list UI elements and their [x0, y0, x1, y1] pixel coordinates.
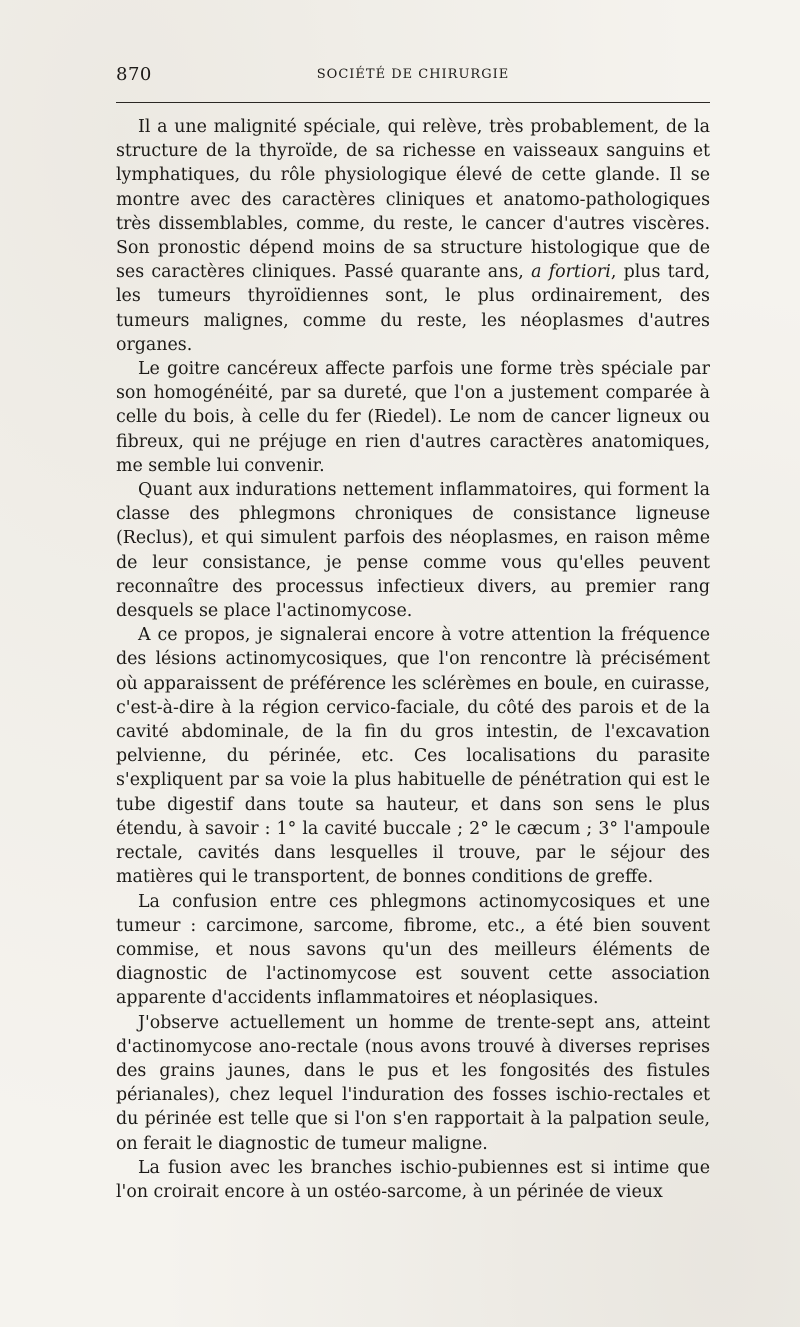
paragraph: La fusion avec les branches ischio-pubiennes est si intime que l'on croirait encore à un ostéo-sarcome, à un périnée de vieux: [116, 1157, 710, 1202]
paragraph: Quant aux indurations nettement inflammatoires, qui forment la classe des phlegmons chroniques de consistance ligneuse (Reclus), et qui simulent parfois des néoplasmes, en raison même de leur consistance, je pense comme vous qu'elles peuvent reconnaître des processus infectieux divers, au premier rang desquels se place l'actinomycose.: [116, 480, 710, 622]
page-header: [116, 64, 710, 94]
paragraph: A ce propos, je signalerai encore à votre attention la fréquence des lésions actinomycosiques, que l'on rencontre là précisément où apparaissent de préférence les sclérèmes en boule, en cuirasse, c'est-à-dire à la région cervico-faciale, du côté des parois et de la cavité abdominale, de la fin du gros intestin, de l'excavation pelvienne, du périnée, etc. Ces localisations du parasite s'expliquent par sa voie la plus habituelle de pénétration qui est le tube digestif dans toute sa hauteur, et dans son sens le plus étendu, à savoir : 1° la cavité buccale ; 2° le cæcum ; 3° l'ampoule rectale, cavités dans lesquelles il trouve, par le séjour des matières qui le transportent, de bonnes conditions de greffe.: [116, 625, 710, 888]
italic-phrase: a fortiori: [531, 262, 611, 283]
paragraph: J'observe actuellement un homme de trente-sept ans, atteint d'actinomycose ano-rectale (nous avons trouvé à diverses reprises des grains jaunes, dans le pus et les fongosités des fistules périanales), chez lequel l'induration des fosses ischio-rectales et du périnée est telle que si l'on s'en rapportait à la palpation seule, on ferait le diagnostic de tumeur maligne.: [116, 1012, 710, 1154]
paragraph: Le goitre cancéreux affecte parfois une forme très spéciale par son homogénéité, par sa dureté, que l'on a justement comparée à celle du bois, à celle du fer (Riedel). Le nom de cancer ligneux ou fibreux, qui ne préjuge en rien d'autres caractères anatomiques, me semble lui convenir.: [116, 359, 710, 476]
running-title: SOCIÉTÉ DE CHIRURGIE: [316, 67, 510, 82]
page-number: 870: [116, 64, 152, 85]
body-text: [116, 115, 710, 1204]
header-rule: [116, 102, 710, 103]
paragraph: La confusion entre ces phlegmons actinomycosiques et une tumeur : carcimone, sarcome, fibrome, etc., a été bien souvent commise, et nous savons qu'un des meilleurs éléments de diagnostic de l'actinomycose est souvent cette association apparente d'accidents inflammatoires et néoplasiques.: [116, 891, 710, 1009]
paragraph: Il a une malignité spéciale, qui relève, très probablement, de la structure de la thyroïde, de sa richesse en vaisseaux sanguins et lymphatiques, du rôle physiologique élevé de cette glande. Il se montre avec des caractères cliniques et anatomo-pathologiques très dissemblables, comme, du reste, le cancer d'autres viscères. Son pronostic dépend moins de sa structure histologique que de ses caractères cliniques. Passé quarante ans, a fortiori, plus tard, les tumeurs thyroïdiennes sont, le plus ordinairement, des tumeurs malignes, comme du reste, les néoplasmes d'autres organes.: [116, 117, 711, 355]
